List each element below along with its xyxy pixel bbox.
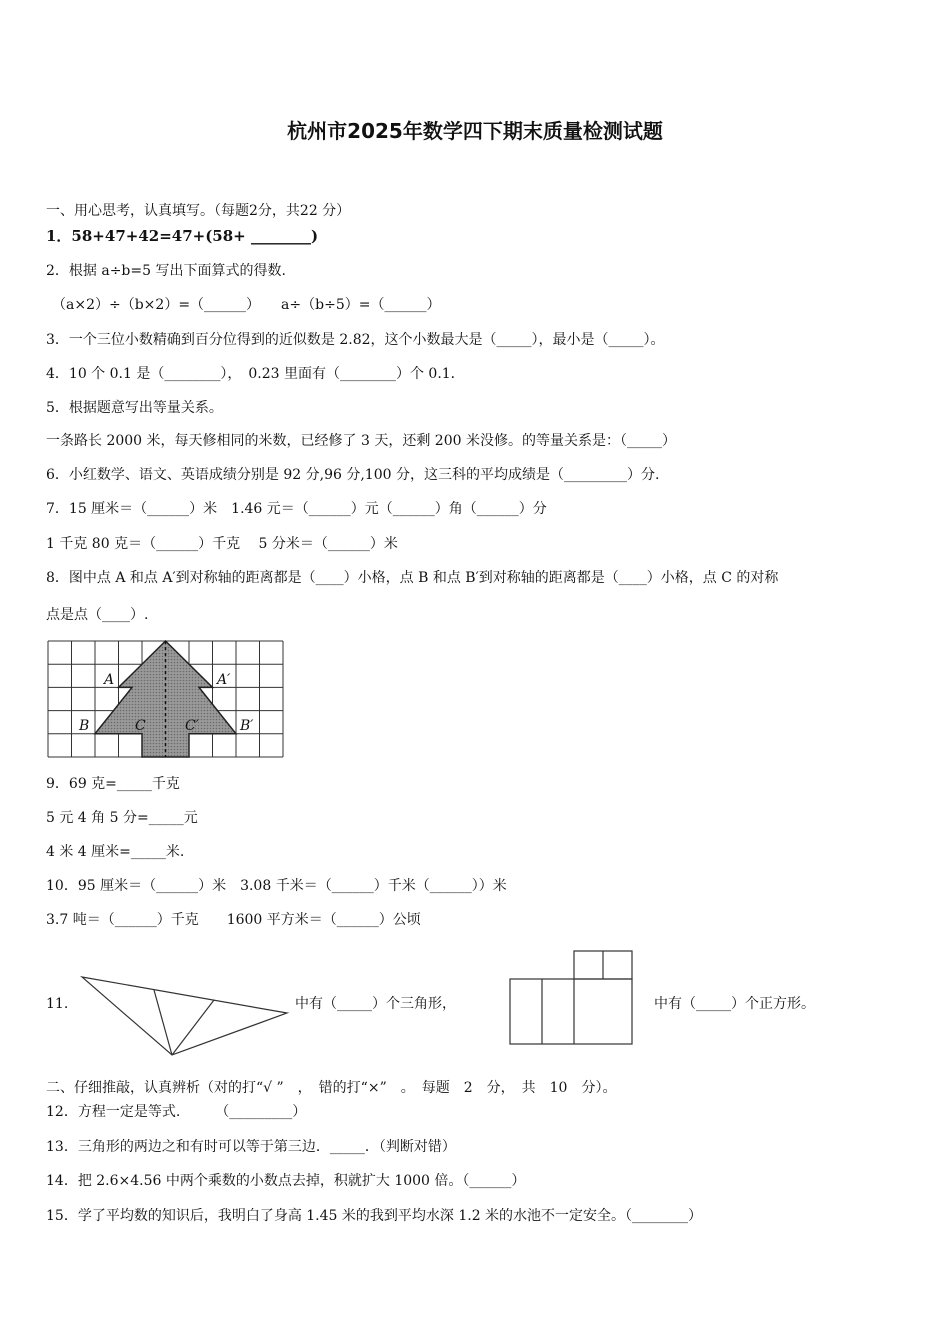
question-7: 7．15 厘米＝（______）米 1.46 元＝（______）元（______）角（______）分	[46, 501, 547, 517]
question-8-cont: 点是点（____）.	[46, 607, 149, 623]
label-a-prime: A′	[217, 672, 231, 688]
squares-figure	[508, 950, 634, 1046]
question-11-triangles: 中有（_____）个三角形，	[295, 996, 456, 1012]
question-8: 8．图中点 A 和点 A′到对称轴的距离都是（____）小格，点 B 和点 B′到对称轴的距离都是（____）小格，点 C 的对称	[46, 570, 779, 586]
page-title: 杭州市2025年数学四下期末质量检测试题	[287, 119, 663, 143]
question-7-part-2: 1 千克 80 克＝（______）千克 5 分米＝（______）米	[46, 536, 398, 552]
label-b-prime: B′	[240, 718, 254, 734]
question-10: 10．95 厘米＝（______）米 3.08 千米＝（______）千米（______））米	[46, 878, 507, 894]
section-1-heading: 一、用心思考，认真填写。（每题2分，共22 分）	[46, 203, 351, 219]
question-1: 1．58+47+42=47+(58+ ________)	[46, 227, 319, 245]
question-11-label: 11.	[46, 996, 69, 1012]
question-15: 15．学了平均数的知识后，我明白了身高 1.45 米的我到平均水深 1.2 米的水池不一定安全。（________）	[46, 1208, 703, 1224]
question-13: 13．三角形的两边之和有时可以等于第三边．_____．（判断对错）	[46, 1139, 456, 1155]
question-2-items: （a×2）÷（b×2）=（______） a÷（b÷5）=（______）	[52, 297, 441, 313]
question-12: 12．方程一定是等式. （_________）	[46, 1104, 307, 1120]
question-14: 14．把 2.6×4.56 中两个乘数的小数点去掉，积就扩大 1000 倍。（______）	[46, 1173, 526, 1189]
triangle-figure	[80, 975, 290, 1057]
label-a: A	[104, 672, 115, 688]
symmetry-grid-figure	[47, 640, 285, 760]
label-c: C	[135, 718, 146, 734]
question-11-squares: 中有（_____）个正方形。	[654, 996, 815, 1012]
question-2: 2．根据 a÷b=5 写出下面算式的得数.	[46, 263, 286, 279]
question-9-part-3: 4 米 4 厘米=_____米.	[46, 844, 185, 860]
question-6: 6．小红数学、语文、英语成绩分别是 92 分,96 分,100 分，这三科的平均成绩是（_________）分.	[46, 467, 660, 483]
section-2-heading: 二、仔细推敲，认真辨析（对的打“√ ” ， 错的打“×” 。 每题 2 分， 共 10 分）。	[46, 1080, 617, 1096]
question-5: 5．根据题意写出等量关系。	[46, 400, 223, 416]
question-4: 4．10 个 0.1 是（________）， 0.23 里面有（________）个 0.1．	[46, 366, 465, 382]
label-b: B	[79, 718, 90, 734]
label-c-prime: C′	[185, 718, 199, 734]
question-9: 9．69 克=_____千克	[46, 776, 180, 792]
question-10-part-2: 3.7 吨＝（______）千克 1600 平方米＝（______）公顷	[46, 912, 421, 928]
question-9-part-2: 5 元 4 角 5 分=_____元	[46, 810, 198, 826]
question-3: 3．一个三位小数精确到百分位得到的近似数是 2.82，这个小数最大是（_____），最小是（_____）。	[46, 332, 665, 348]
question-5-detail: 一条路长 2000 米，每天修相同的米数，已经修了 3 天，还剩 200 米没修。的等量关系是：（_____）	[46, 433, 676, 449]
